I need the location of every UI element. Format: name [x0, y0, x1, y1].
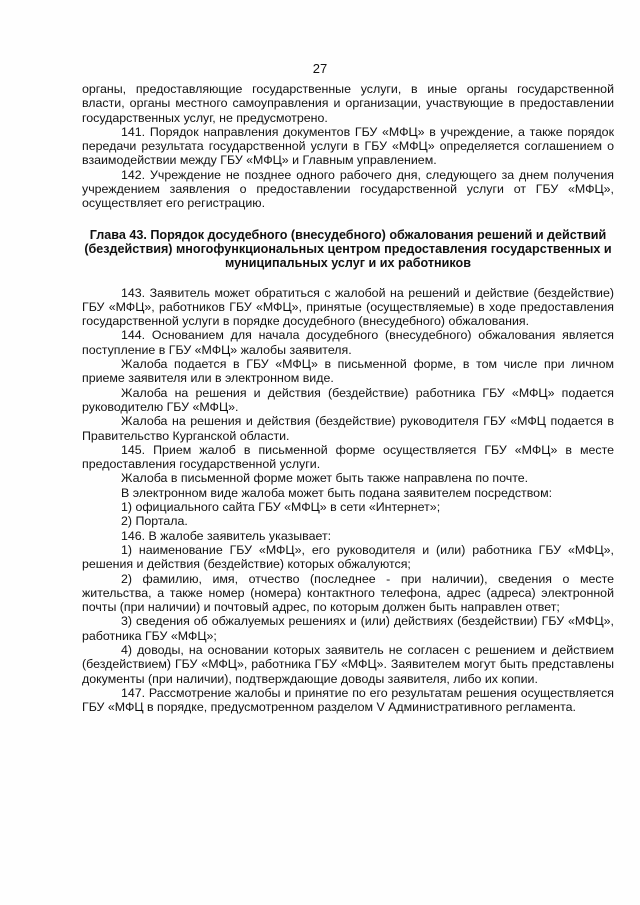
- paragraph-144-employee-complaint: Жалоба на решения и действия (бездействие) работника ГБУ «МФЦ» подается руководителю ГБУ «МФЦ».: [82, 385, 614, 414]
- paragraph-145: 145. Прием жалоб в письменной форме осуществляется ГБУ «МФЦ» в месте предоставления государственной услуги.: [82, 442, 614, 472]
- list-item-appealed-decisions: 3) сведения об обжалуемых решениях и (или) действиях (бездействии) ГБУ «МФЦ», работника ГБУ «МФЦ»;: [82, 614, 614, 643]
- list-item-portal: 2) Портала.: [121, 514, 188, 529]
- paragraph-147: 147. Рассмотрение жалобы и принятие по его результатам решения осуществляется ГБУ «МФЦ в порядке, предусмотренном разделом V Административного регламента.: [82, 685, 614, 715]
- list-item-personal-data: 2) фамилию, имя, отчество (последнее - при наличии), сведения о месте жительства, а также номер (номера) контактного телефона, адрес (адреса) электронной почты (при наличии) и почтовый адрес, по которым должен быть направлен ответ;: [82, 571, 614, 615]
- paragraph-144: 144. Основанием для начала досудебного (внесудебного) обжалования является поступление в ГБУ «МФЦ» жалобы заявителя.: [82, 328, 614, 357]
- paragraph-143: 143. Заявитель может обратиться с жалобой на решений и действие (бездействие) ГБУ «МФЦ», работников ГБУ «МФЦ», принятые (осуществляемые) в ходе предоставления государственной услуги в порядке досудебного (внесудебного) обжалования.: [82, 285, 614, 329]
- paragraph-141: 141. Порядок направления документов ГБУ «МФЦ» в учреждение, а также порядок передачи результата государственной услуги в ГБУ «МФЦ» определяется соглашением о взаимодействии между ГБУ «МФЦ» и Главным управлением.: [82, 124, 614, 168]
- paragraph-144-complaint-form: Жалоба подается в ГБУ «МФЦ» в письменной форме, в том числе при личном приеме заявителя или в электронном виде.: [82, 357, 614, 386]
- document-body: [82, 82, 614, 714]
- paragraph-144-director-complaint: Жалоба на решения и действия (бездействие) руководителя ГБУ «МФЦ подается в Правительство Курганской области.: [82, 414, 614, 443]
- list-item-arguments: 4) доводы, на основании которых заявитель не согласен с решением и действием (бездействием) ГБУ «МФЦ», работника ГБУ «МФЦ». Заявителем могут быть представлены документы (при наличии), подтверждающие доводы заявителя, либо их копии.: [82, 642, 614, 686]
- chapter-heading: Глава 43. Порядок досудебного (внесудебного) обжалования решений и действий (бездействия) многофункциональных центром предоставления государственных и муниципальных услуг и их работников: [84, 227, 612, 271]
- list-item-name: 1) наименование ГБУ «МФЦ», его руководителя и (или) работника ГБУ «МФЦ», решения и действия (бездействие) которых обжалуются;: [82, 542, 614, 572]
- paragraph-145-electronic: В электронном виде жалоба может быть подана заявителем посредством:: [121, 485, 553, 500]
- list-item-website: 1) официального сайта ГБУ «МФЦ» в сети «Интернет»;: [121, 500, 441, 515]
- paragraph-142: 142. Учреждение не позднее одного рабочего дня, следующего за днем получения учреждением заявления о предоставлении государственной услуги от ГБУ «МФЦ», осуществляет его регистрацию.: [82, 167, 614, 211]
- paragraph-146: 146. В жалобе заявитель указывает:: [121, 528, 332, 543]
- paragraph-continuation: органы, предоставляющие государственные услуги, в иные органы государственной власти, органы местного самоуправления и организации, участвующие в предоставлении государственных услуг, не предусмотрено.: [82, 82, 614, 125]
- page-number: 27: [312, 61, 328, 76]
- paragraph-145-by-mail: Жалоба в письменной форме может быть также направлена по почте.: [121, 471, 529, 486]
